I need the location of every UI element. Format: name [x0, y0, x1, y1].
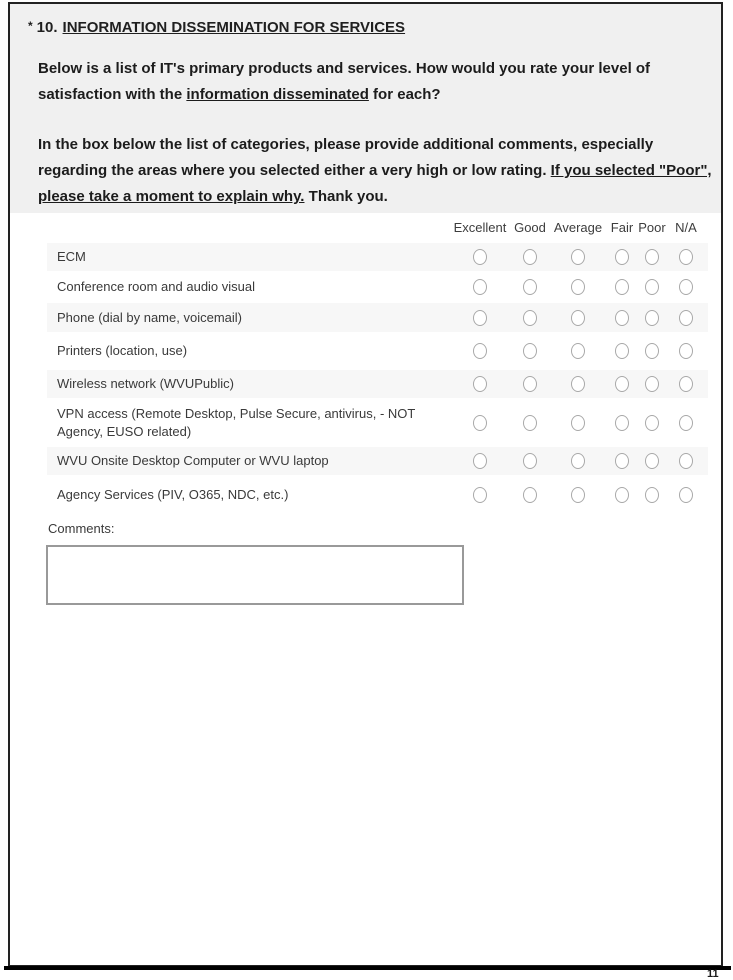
radio-n-a[interactable] — [679, 376, 693, 392]
radio-excellent[interactable] — [473, 279, 487, 295]
radio-average[interactable] — [571, 249, 585, 265]
row-label: WVU Onsite Desktop Computer or WVU laptop — [57, 453, 329, 468]
question-title-row — [28, 19, 405, 36]
radio-n-a[interactable] — [679, 453, 693, 469]
comments-label: Comments: — [48, 521, 115, 536]
radio-excellent[interactable] — [473, 249, 487, 265]
radio-n-a[interactable] — [679, 249, 693, 265]
question-title: INFORMATION DISSEMINATION FOR SERVICES — [62, 19, 406, 36]
matrix-row-ecm — [47, 243, 708, 271]
radio-excellent[interactable] — [473, 343, 487, 359]
row-label: Wireless network (WVUPublic) — [57, 376, 234, 391]
radio-poor[interactable] — [645, 487, 659, 503]
radio-average[interactable] — [571, 453, 585, 469]
matrix-row-wvu-desktop — [47, 447, 708, 475]
row-label: Agency Services (PIV, O365, NDC, etc.) — [57, 487, 289, 502]
radio-excellent[interactable] — [473, 487, 487, 503]
radio-fair[interactable] — [615, 279, 629, 295]
matrix-row-conference-room — [47, 271, 708, 303]
survey-page — [8, 2, 723, 967]
intro1-underlined-text: information disseminated — [186, 86, 369, 103]
radio-good[interactable] — [523, 249, 537, 265]
column-header-poor: Poor — [638, 220, 666, 235]
column-header-average: Average — [553, 220, 603, 235]
row-label: Phone (dial by name, voicemail) — [57, 309, 242, 325]
question-number: 10. — [36, 19, 58, 36]
column-header-good: Good — [514, 220, 546, 235]
question-intro-paragraph-2 — [38, 132, 723, 210]
intro1-text-end: for each? — [368, 86, 441, 103]
radio-good[interactable] — [523, 487, 537, 503]
radio-n-a[interactable] — [679, 343, 693, 359]
radio-poor[interactable] — [645, 310, 659, 326]
radio-average[interactable] — [571, 310, 585, 326]
radio-n-a[interactable] — [679, 487, 693, 503]
matrix-row-agency-services — [47, 475, 708, 515]
row-label: Printers (location, use) — [57, 343, 188, 358]
radio-fair[interactable] — [615, 376, 629, 392]
radio-poor[interactable] — [645, 376, 659, 392]
radio-fair[interactable] — [615, 415, 629, 431]
radio-good[interactable] — [523, 453, 537, 469]
page-number: 11 — [707, 968, 719, 980]
question-header — [10, 4, 723, 213]
radio-excellent[interactable] — [473, 453, 487, 469]
radio-poor[interactable] — [645, 453, 659, 469]
required-asterisk: * — [28, 19, 33, 33]
radio-fair[interactable] — [615, 310, 629, 326]
radio-average[interactable] — [571, 376, 585, 392]
radio-fair[interactable] — [615, 453, 629, 469]
column-header-fair: Fair — [610, 220, 634, 235]
row-label: Conference room and audio visual — [57, 279, 256, 294]
radio-excellent[interactable] — [473, 376, 487, 392]
intro2-underlined-text: If you selected "Poor", please take a moment to explain why. — [38, 162, 712, 205]
radio-good[interactable] — [523, 310, 537, 326]
intro1-text: Below is a list of IT's primary products and services. How would you rate your level of satisfaction with the — [38, 60, 651, 103]
radio-n-a[interactable] — [679, 279, 693, 295]
radio-n-a[interactable] — [679, 415, 693, 431]
rating-column-headers — [10, 220, 723, 237]
radio-fair[interactable] — [615, 487, 629, 503]
radio-poor[interactable] — [645, 279, 659, 295]
radio-poor[interactable] — [645, 249, 659, 265]
radio-fair[interactable] — [615, 343, 629, 359]
radio-poor[interactable] — [645, 415, 659, 431]
radio-good[interactable] — [523, 415, 537, 431]
radio-good[interactable] — [523, 279, 537, 295]
matrix-row-printers — [47, 332, 708, 370]
matrix-row-vpn-access — [47, 398, 708, 447]
rating-matrix — [47, 243, 708, 515]
radio-excellent[interactable] — [473, 415, 487, 431]
page-bottom-rule — [4, 966, 731, 970]
intro2-text: In the box below the list of categories, please provide additional comments, especially regarding the areas where you selected either a very high or low rating. — [38, 136, 654, 179]
radio-average[interactable] — [571, 279, 585, 295]
matrix-row-wireless-network — [47, 370, 708, 398]
radio-good[interactable] — [523, 343, 537, 359]
radio-poor[interactable] — [645, 343, 659, 359]
radio-fair[interactable] — [615, 249, 629, 265]
radio-average[interactable] — [571, 415, 585, 431]
column-header-excellent: Excellent — [453, 220, 507, 235]
question-intro-paragraph-1 — [38, 56, 723, 108]
row-label: VPN access (Remote Desktop, Pulse Secure, antivirus, - NOT Agency, EUSO related) — [57, 405, 416, 439]
matrix-row-phone — [47, 303, 708, 332]
radio-average[interactable] — [571, 343, 585, 359]
intro2-text-end: Thank you. — [304, 188, 388, 205]
comments-textarea[interactable] — [46, 545, 464, 605]
radio-n-a[interactable] — [679, 310, 693, 326]
radio-good[interactable] — [523, 376, 537, 392]
column-header-na: N/A — [675, 220, 697, 235]
row-label: ECM — [57, 249, 86, 264]
radio-average[interactable] — [571, 487, 585, 503]
radio-excellent[interactable] — [473, 310, 487, 326]
